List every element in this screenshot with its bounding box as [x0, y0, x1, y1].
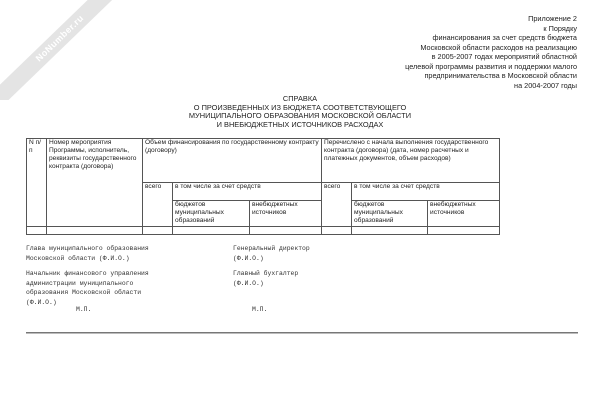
appendix-line: финансирования за счет средств бюджета	[432, 33, 577, 42]
header-name: Номер мероприятия Программы, исполнитель, реквизиты государственного контракта (договора)	[47, 139, 143, 227]
signature-head: Глава муниципального образования Московской области (Ф.И.О.)	[26, 245, 149, 262]
appendix-line: к Порядку	[543, 23, 577, 33]
appendix-line: Приложение 2	[528, 14, 577, 23]
appendix-line: предпринимательства в Московской области	[424, 71, 577, 80]
signature-accountant: Главный бухгалтер (Ф.И.О.)	[233, 270, 299, 287]
title-line: МУНИЦИПАЛЬНОГО ОБРАЗОВАНИЯ МОСКОВСКОЙ ОБЛАСТИ	[188, 111, 412, 121]
table-cell	[27, 227, 47, 235]
header-transferred-municipal: бюджетов муниципальных образований	[352, 201, 428, 227]
header-transferred-including: в том числе за счет средств	[352, 183, 500, 201]
header-volume: Объем финансирования по государственному контракту (договору)	[143, 139, 322, 183]
header-volume-including: в том числе за счет средств	[173, 183, 322, 201]
table-cell	[322, 227, 352, 235]
appendix-line: целевой программы развития и поддержки малого	[405, 61, 577, 71]
title-line: О ПРОИЗВЕДЕННЫХ ИЗ БЮДЖЕТА СООТВЕТСТВУЮЩЕГО	[193, 102, 407, 112]
title-line: И ВНЕБЮДЖЕТНЫХ ИСТОЧНИКОВ РАСХОДАХ	[216, 119, 384, 129]
header-volume-municipal: бюджетов муниципальных образований	[173, 201, 250, 227]
header-transferred-total: всего	[322, 183, 352, 227]
title-line: СПРАВКА	[282, 94, 318, 103]
header-volume-extrabudget: внебюджетных источников	[250, 201, 322, 227]
stamp-place-right: М.П.	[252, 306, 268, 313]
header-volume-total: всего	[143, 183, 173, 227]
appendix-line: на 2004-2007 годы	[514, 80, 577, 90]
table-row	[27, 227, 500, 235]
header-num: N п/п	[27, 139, 47, 227]
watermark-text: NoNumber.ru	[0, 0, 120, 100]
table-cell	[250, 227, 322, 235]
report-table	[26, 138, 500, 235]
appendix-note	[317, 14, 577, 90]
document-title	[150, 95, 450, 129]
table-cell	[173, 227, 250, 235]
table-cell	[352, 227, 428, 235]
table-cell	[47, 227, 143, 235]
signature-director: Генеральный директор (Ф.И.О.)	[233, 245, 310, 262]
divider-line	[26, 332, 578, 334]
appendix-line: Московской области расходов на реализацию	[420, 42, 577, 52]
header-transferred-extrabudget: внебюджетных источников	[428, 201, 500, 227]
appendix-line: в 2005-2007 годах мероприятий областной	[431, 52, 577, 61]
stamp-place-left: М.П.	[76, 306, 92, 313]
signature-finance-head: Начальник финансового управления администрации муниципального образования Московской области (Ф.И.О.)	[26, 270, 149, 306]
table-cell	[143, 227, 173, 235]
table-cell	[428, 227, 500, 235]
watermark	[0, 0, 120, 100]
header-transferred: Перечислено с начала выполнения государственного контракта (договора) (дата, номер расчетных и платежных документов, объем расходов)	[322, 139, 500, 183]
